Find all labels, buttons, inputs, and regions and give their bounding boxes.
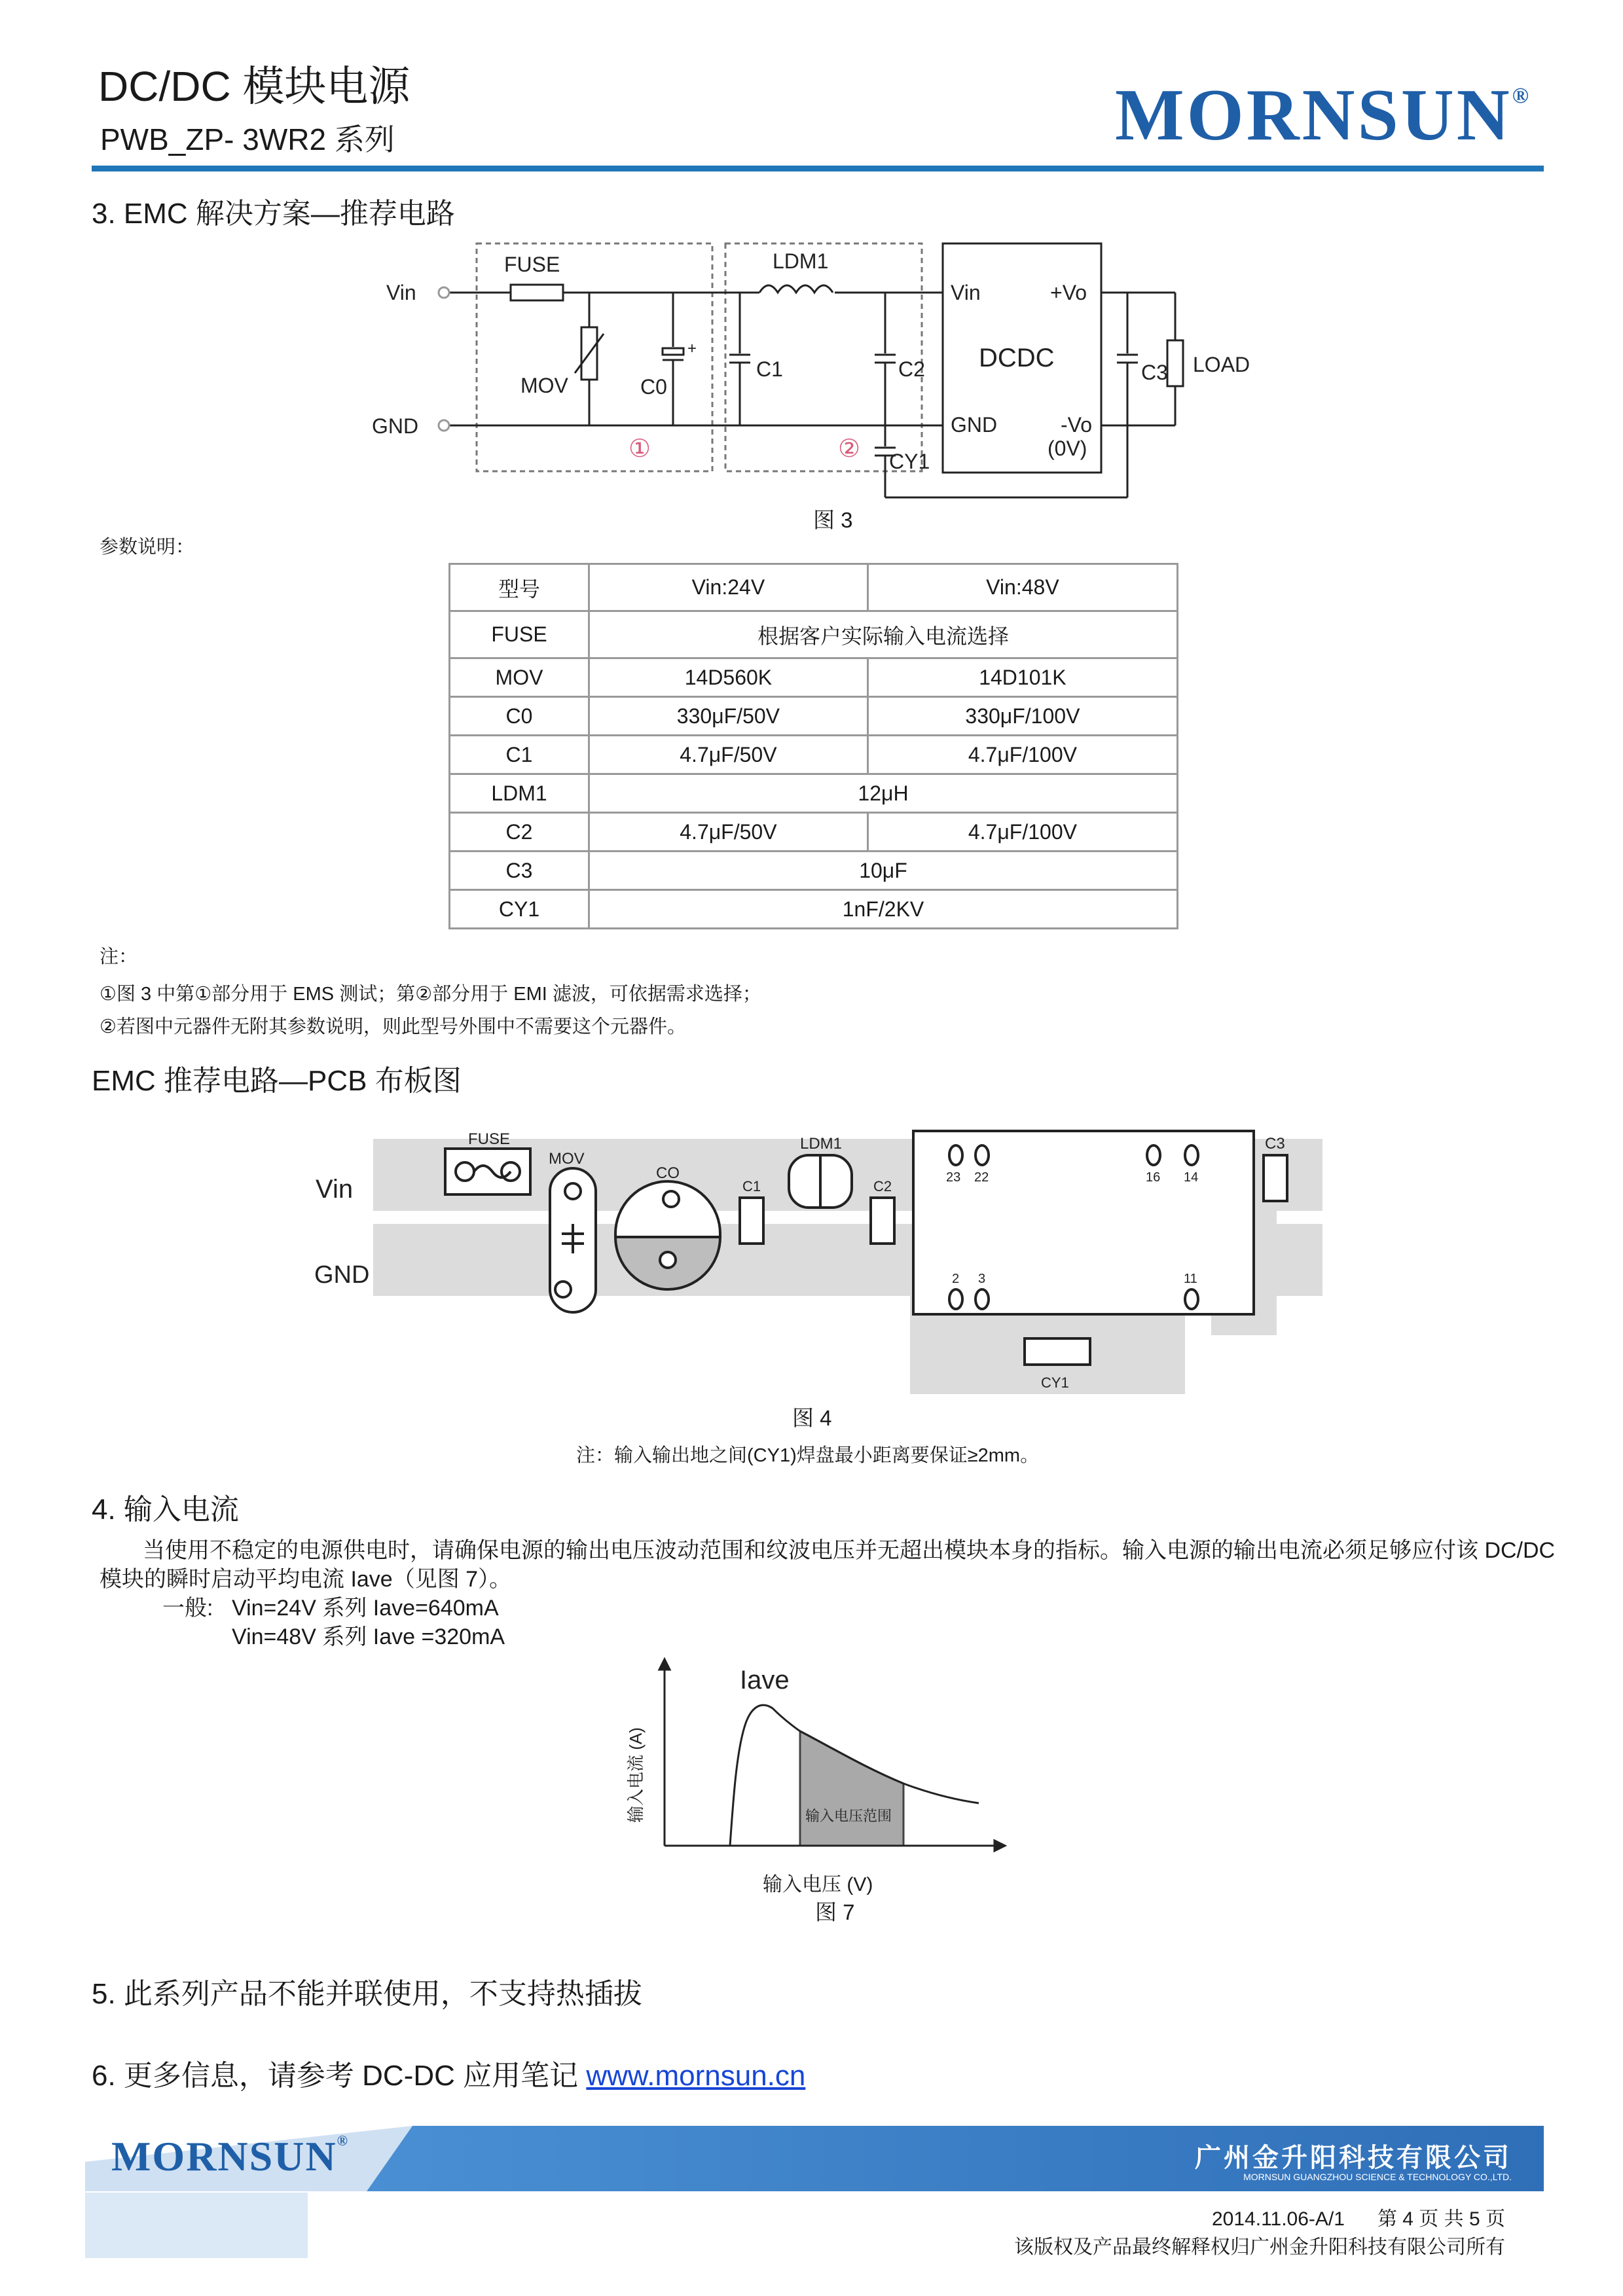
ldm1-label: LDM1 xyxy=(773,249,829,273)
section-4-heading: 4. 输入电流 xyxy=(92,1494,239,1526)
c0-label: C0 xyxy=(640,375,667,399)
header-divider xyxy=(92,166,1544,171)
region-mark-2: ② xyxy=(838,435,861,463)
footer-logo-text: MORNSUN xyxy=(111,2133,337,2179)
logo-text: MORNSUN xyxy=(1114,75,1512,156)
table-cell: C0 xyxy=(450,697,589,736)
table-header-cell: 型号 xyxy=(450,564,589,611)
pin-16-label: 16 xyxy=(1146,1170,1161,1185)
doc-title: DC/DC 模块电源 xyxy=(98,63,410,110)
pcb-ldm1-label: LDM1 xyxy=(800,1135,843,1153)
load-label: LOAD xyxy=(1193,353,1250,376)
section-6-line xyxy=(92,2062,805,2090)
dcdc-mvo-label: -Vo xyxy=(1061,413,1093,437)
c1-label: C1 xyxy=(756,357,783,381)
emc-circuit-diagram xyxy=(354,236,1270,511)
pcb-cy1-label: CY1 xyxy=(1041,1374,1069,1391)
note-item-2: ②若图中元器件无附其参数说明，则此型号外围中不需要这个元器件。 xyxy=(100,1016,686,1037)
table-row xyxy=(450,658,1178,697)
section-4-para-line2: 模块的瞬时启动平均电流 Iave（见图 7）。 xyxy=(100,1567,512,1592)
iave-label: Iave xyxy=(740,1666,790,1695)
table-row xyxy=(450,697,1178,736)
footer-logo-reg: ® xyxy=(337,2132,350,2149)
table-header-row xyxy=(450,564,1178,611)
cy1-label: CY1 xyxy=(889,450,930,473)
c0-plus-label: + xyxy=(687,340,697,357)
notes-label: 注： xyxy=(100,946,138,967)
chart-ylabel: 输入电流 (A) xyxy=(626,1727,646,1823)
mov-label: MOV xyxy=(520,374,568,397)
section-4-para-line1: 当使用不稳定的电源供电时，请确保电源的输出电压波动范围和纹波电压并无超出模块本身的指标。输入电源的输出电流必须足够应付该 DC/DC xyxy=(143,1538,1556,1563)
c3-label: C3 xyxy=(1141,361,1168,384)
dcdc-vin-label: Vin xyxy=(951,281,981,304)
pin-11-label: 11 xyxy=(1184,1272,1197,1286)
vin-label: Vin xyxy=(386,281,416,304)
input-current-chart xyxy=(615,1649,1021,1872)
section-6-heading: 6. 更多信息，请参考 DC-DC 应用笔记 xyxy=(92,2060,579,2092)
vin48-line: Vin=48V 系列 Iave =320mA xyxy=(232,1624,505,1649)
params-table xyxy=(448,563,1178,929)
section-5-heading: 5. 此系列产品不能并联使用，不支持热插拔 xyxy=(92,1978,642,2010)
table-cell: 4.7μF/50V xyxy=(589,736,868,774)
chart-xlabel: 输入电压 (V) xyxy=(763,1874,873,1895)
params-label: 参数说明： xyxy=(100,537,195,558)
dcdc-label: DCDC xyxy=(979,344,1055,372)
table-cell: 4.7μF/100V xyxy=(867,813,1177,852)
table-cell: 4.7μF/50V xyxy=(589,813,868,852)
brand-logo xyxy=(1114,75,1531,156)
table-cell: 1nF/2KV xyxy=(589,890,1178,929)
pcb-c0-label: CO xyxy=(656,1164,680,1182)
dcdc-0v-label: (0V) xyxy=(1048,437,1087,460)
figure-4-caption: 图 4 xyxy=(792,1406,832,1430)
table-cell: 12μH xyxy=(589,774,1178,813)
note-item-1: ①图 3 中第①部分用于 EMS 测试；第②部分用于 EMI 滤波，可依据需求选择； xyxy=(100,984,761,1005)
vin24-line: Vin=24V 系列 Iave=640mA xyxy=(232,1596,499,1621)
pin-3-label: 3 xyxy=(978,1272,986,1286)
table-cell: LDM1 xyxy=(450,774,589,813)
table-cell: 4.7μF/100V xyxy=(867,736,1177,774)
pin-22-label: 22 xyxy=(974,1170,989,1185)
footer-version-page xyxy=(1212,2202,1505,2231)
pcb-c3-label: C3 xyxy=(1265,1135,1285,1153)
footer-page: 第 4 页 共 5 页 xyxy=(1377,2208,1505,2230)
table-cell: C1 xyxy=(450,736,589,774)
footer-copyright: 该版权及产品最终解释权归广州金升阳科技有限公司所有 xyxy=(1014,2236,1505,2258)
pin-23-label: 23 xyxy=(946,1170,961,1185)
table-cell: FUSE xyxy=(450,611,589,658)
pcb-note: 注：输入输出地之间(CY1)焊盘最小距离要保证≥2mm。 xyxy=(576,1445,1040,1466)
pcb-c1-label: C1 xyxy=(742,1178,761,1194)
table-cell: 330μF/50V xyxy=(589,697,868,736)
pin-2-label: 2 xyxy=(952,1272,960,1286)
c2-label: C2 xyxy=(898,357,925,381)
footer-version: 2014.11.06-A/1 xyxy=(1212,2208,1345,2230)
pcb-c2-label: C2 xyxy=(873,1178,892,1194)
footer-logo xyxy=(111,2132,349,2181)
table-cell: C2 xyxy=(450,813,589,852)
pcb-vin-label: Vin xyxy=(316,1175,354,1204)
mornsun-link[interactable]: www.mornsun.cn xyxy=(586,2060,806,2092)
table-row xyxy=(450,813,1178,852)
table-cell: 10μF xyxy=(589,852,1178,890)
pin-14-label: 14 xyxy=(1184,1170,1199,1185)
table-header-cell: Vin:24V xyxy=(589,564,868,611)
general-label: 一般: xyxy=(162,1596,213,1621)
table-cell: 14D560K xyxy=(589,658,868,697)
footer-left-panel xyxy=(85,2193,308,2258)
pcb-heading: EMC 推荐电路—PCB 布板图 xyxy=(92,1065,462,1097)
section-3-heading: 3. EMC 解决方案—推荐电路 xyxy=(92,198,455,230)
table-row xyxy=(450,774,1178,813)
figure-3-caption: 图 3 xyxy=(813,508,853,532)
table-row xyxy=(450,611,1178,658)
table-cell: C3 xyxy=(450,852,589,890)
figure-7-caption: 图 7 xyxy=(815,1900,855,1924)
table-row xyxy=(450,852,1178,890)
logo-registered-mark: ® xyxy=(1512,84,1531,108)
table-cell: CY1 xyxy=(450,890,589,929)
fuse-label: FUSE xyxy=(504,253,560,276)
dcdc-vo-label: +Vo xyxy=(1050,281,1087,304)
doc-subtitle: PWB_ZP- 3WR2 系列 xyxy=(100,122,395,156)
table-cell: 根据客户实际输入电流选择 xyxy=(589,611,1178,658)
pcb-mov-label: MOV xyxy=(549,1150,585,1168)
table-row xyxy=(450,736,1178,774)
table-row xyxy=(450,890,1178,929)
table-cell: 14D101K xyxy=(867,658,1177,697)
region-mark-1: ① xyxy=(629,435,651,463)
table-header-cell: Vin:48V xyxy=(867,564,1177,611)
region-label: 输入电压范围 xyxy=(805,1808,892,1824)
pcb-fuse-label: FUSE xyxy=(468,1130,511,1148)
gnd-label: GND xyxy=(372,414,419,438)
dcdc-gnd-label: GND xyxy=(951,413,998,437)
pcb-layout-diagram xyxy=(308,1113,1329,1407)
pcb-gnd-label: GND xyxy=(314,1261,370,1289)
table-cell: MOV xyxy=(450,658,589,697)
table-cell: 330μF/100V xyxy=(867,697,1177,736)
footer-company-cn: 广州金升阳科技有限公司 xyxy=(1195,2144,1512,2172)
footer-company-en: MORNSUN GUANGZHOU SCIENCE & TECHNOLOGY CO.,LTD. xyxy=(1243,2172,1512,2182)
